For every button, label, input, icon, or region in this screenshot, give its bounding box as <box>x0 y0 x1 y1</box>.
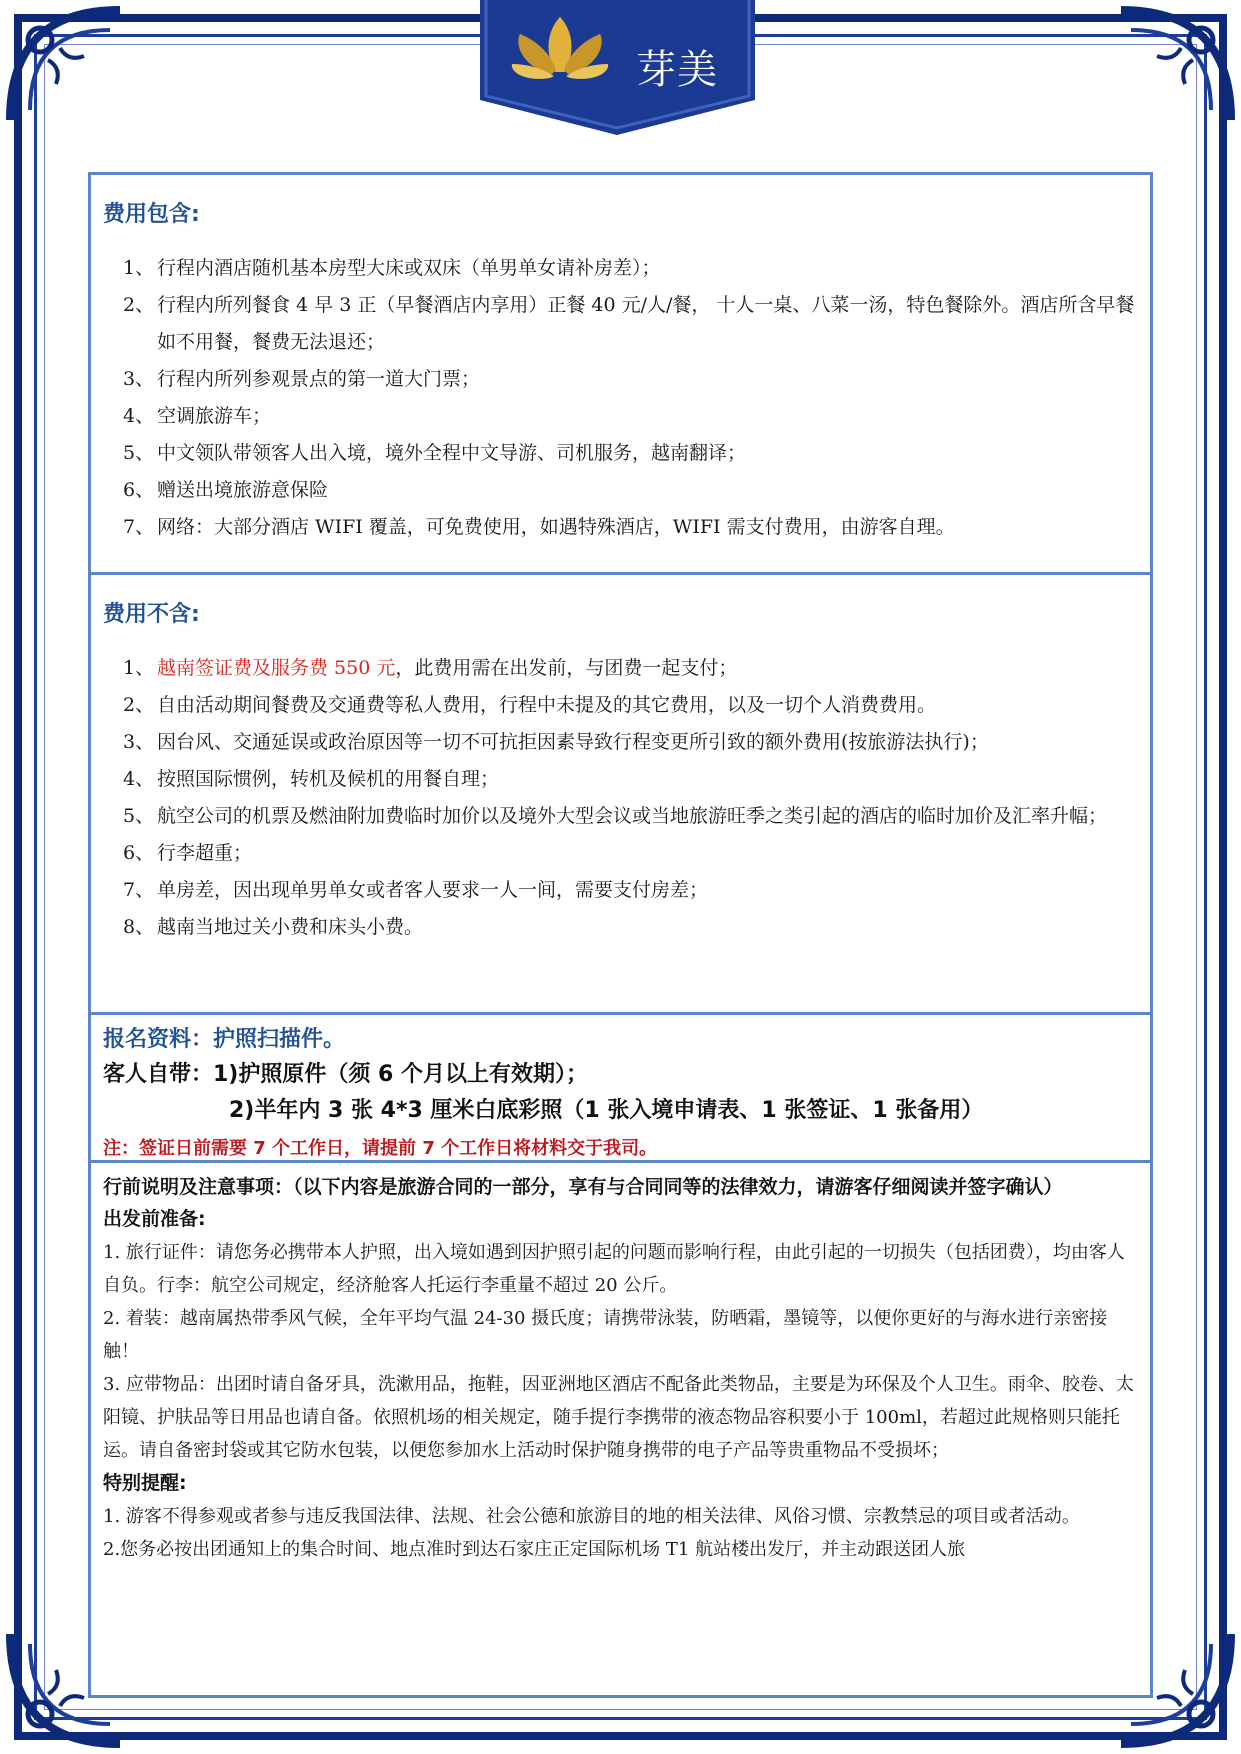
prep-item: 2. 着装：越南属热带季风气候，全年平均气温 24-30 摄氏度；请携带泳装，防晒霜，墨镜等，以便你更好的与海水进行亲密接触！ <box>103 1308 1108 1362</box>
list-item: 3、 行程内所列参观景点的第一道大门票； <box>123 368 481 390</box>
signup-bring-line1: 客人自带：1)护照原件（须 6 个月以上有效期）； <box>103 1062 588 1087</box>
visa-fee-highlight: 越南签证费及服务费 550 元 <box>157 657 396 679</box>
fee-exclude-section <box>91 575 1150 1015</box>
brand-name: 芽美 <box>636 47 718 93</box>
fee-include-list <box>103 250 1138 546</box>
list-item: 3、 因台风、交通延误或政治原因等一切不可抗拒因素导致行程变更所引致的额外费用(按旅游法执行)； <box>123 731 989 753</box>
list-item: 5、 中文领队带领客人出入境，境外全程中文导游、司机服务，越南翻译； <box>123 442 747 464</box>
section-title: 费用不含: <box>103 602 200 627</box>
fee-exclude-list <box>103 650 1138 946</box>
special-title: 特别提醒: <box>103 1472 187 1494</box>
special-item: 2.您务必按出团通知上的集合时间、地点准时到达石家庄正定国际机场 T1 航站楼出发厅，并主动跟送团人旅 <box>103 1539 966 1560</box>
list-item: 1、 越南签证费及服务费 550 元，此费用需在出发前，与团费一起支付； <box>123 657 738 679</box>
list-item: 4、 空调旅游车； <box>123 405 272 427</box>
special-item: 1. 游客不得参观或者参与违反我国法律、法规、社会公德和旅游目的地的相关法律、风俗习惯、宗教禁忌的项目或者活动。 <box>103 1506 1080 1527</box>
list-item: 2、 自由活动期间餐费及交通费等私人费用，行程中未提及的其它费用，以及一切个人消费费用。 <box>123 694 937 716</box>
list-item: 6、 行李超重； <box>123 842 253 864</box>
list-item: 8、 越南当地过关小费和床头小费。 <box>123 916 424 938</box>
content-panel <box>88 172 1153 1698</box>
notes-section <box>91 1163 1150 1695</box>
list-item: 7、 网络：大部分酒店 WIFI 覆盖，可免费使用，如遇特殊酒店，WIFI 需支付费用，由游客自理。 <box>123 516 955 538</box>
section-title: 费用包含: <box>103 202 200 227</box>
signup-bring-line2: 2)半年内 3 张 4*3 厘米白底彩照（1 张入境申请表、1 张签证、1 张备用） <box>229 1098 984 1123</box>
corner-ornament-icon <box>0 0 130 130</box>
notes-intro: 行前说明及注意事项：（以下内容是旅游合同的一部分，享有与合同同等的法律效力，请游客仔细阅读并签字确认） <box>103 1176 1063 1198</box>
list-item: 2、 行程内所列餐食 4 早 3 正（早餐酒店内享用）正餐 40 元/人/餐， 十人一桌、八菜一汤，特色餐除外。酒店所含早餐如不用餐，餐费无法退还； <box>123 294 1135 353</box>
fee-include-section <box>91 175 1150 575</box>
signup-section <box>91 1015 1150 1163</box>
list-item: 7、 单房差，因出现单男单女或者客人要求一人一间，需要支付房差； <box>123 879 709 901</box>
list-item: 1、 行程内酒店随机基本房型大床或双床（单男单女请补房差）； <box>123 257 661 279</box>
list-item: 6、 赠送出境旅游意保险 <box>123 479 329 501</box>
list-item: 5、 航空公司的机票及燃油附加费临时加价以及境外大型会议或当地旅游旺季之类引起的酒店的临时加价及汇率升幅； <box>123 805 1108 827</box>
prep-item: 3. 应带物品：出团时请自备牙具，洗漱用品，拖鞋，因亚洲地区酒店不配备此类物品，主要是为环保及个人卫生。雨伞、胶卷、太阳镜、护肤品等日用品也请自备。依照机场的相关规定，随手提行李携带的液态物品容积要小于 100ml，若超过此规格则只能托运。请自备密封袋或其它防水包装，以便您参加水上活动时保护随身携带的电子产品等贵重物品不受损坏； <box>103 1374 1134 1461</box>
signup-note: 注：签证日前需要 7 个工作日，请提前 7 个工作日将材料交于我司。 <box>103 1138 658 1159</box>
corner-ornament-icon <box>1111 0 1241 130</box>
list-item: 4、 按照国际惯例，转机及候机的用餐自理； <box>123 768 500 790</box>
signup-materials: 报名资料：护照扫描件。 <box>103 1027 346 1052</box>
prep-item: 1. 旅行证件：请您务必携带本人护照，出入境如遇到因护照引起的问题而影响行程，由此引起的一切损失（包括团费），均由客人自负。行李：航空公司规定，经济舱客人托运行李重量不超过 20 公斤。 <box>103 1242 1125 1296</box>
prep-title: 出发前准备: <box>103 1208 206 1230</box>
